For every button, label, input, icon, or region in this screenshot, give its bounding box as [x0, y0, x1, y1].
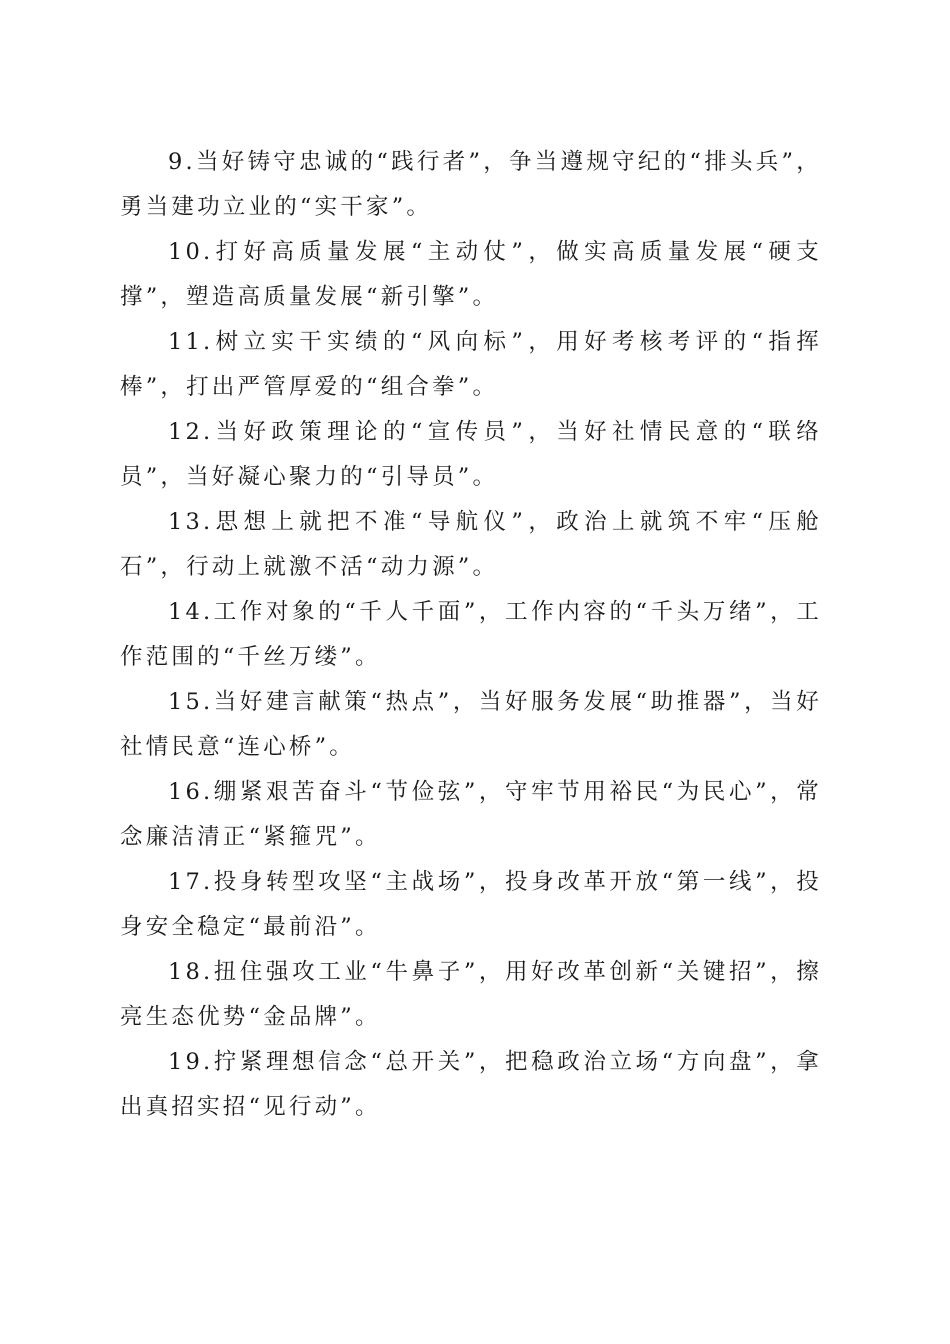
paragraph-item-13: 13.思想上就把不准“导航仪”，政治上就筑不牢“压舱石”，行动上就激不活“动力源”。 [120, 509, 822, 580]
paragraph-item-10: 10.打好高质量发展“主动仗”，做实高质量发展“硬支撑”，塑造高质量发展“新引擎”。 [120, 239, 822, 310]
paragraph-item-11: 11.树立实干实绩的“风向标”，用好考核考评的“指挥棒”，打出严管厚爱的“组合拳”。 [120, 329, 822, 400]
paragraph-item-17: 17.投身转型攻坚“主战场”，投身改革开放“第一线”，投身安全稳定“最前沿”。 [120, 869, 822, 940]
paragraph-item-14: 14.工作对象的“千人千面”，工作内容的“千头万绪”，工作范围的“千丝万缕”。 [120, 599, 822, 670]
document-body [120, 140, 822, 1130]
paragraph-item-15: 15.当好建言献策“热点”，当好服务发展“助推器”，当好社情民意“连心桥”。 [120, 689, 822, 760]
paragraph-item-12: 12.当好政策理论的“宣传员”，当好社情民意的“联络员”，当好凝心聚力的“引导员”。 [120, 419, 822, 490]
paragraph-item-16: 16.绷紧艰苦奋斗“节俭弦”，守牢节用裕民“为民心”，常念廉洁清正“紧箍咒”。 [120, 779, 822, 850]
paragraph-item-9: 9.当好铸守忠诚的“践行者”，争当遵规守纪的“排头兵”，勇当建功立业的“实干家”。 [120, 149, 822, 220]
paragraph-item-19: 19.拧紧理想信念“总开关”，把稳政治立场“方向盘”，拿出真招实招“见行动”。 [120, 1049, 822, 1120]
paragraph-item-18: 18.扭住强攻工业“牛鼻子”，用好改革创新“关键招”，擦亮生态优势“金品牌”。 [120, 959, 822, 1030]
